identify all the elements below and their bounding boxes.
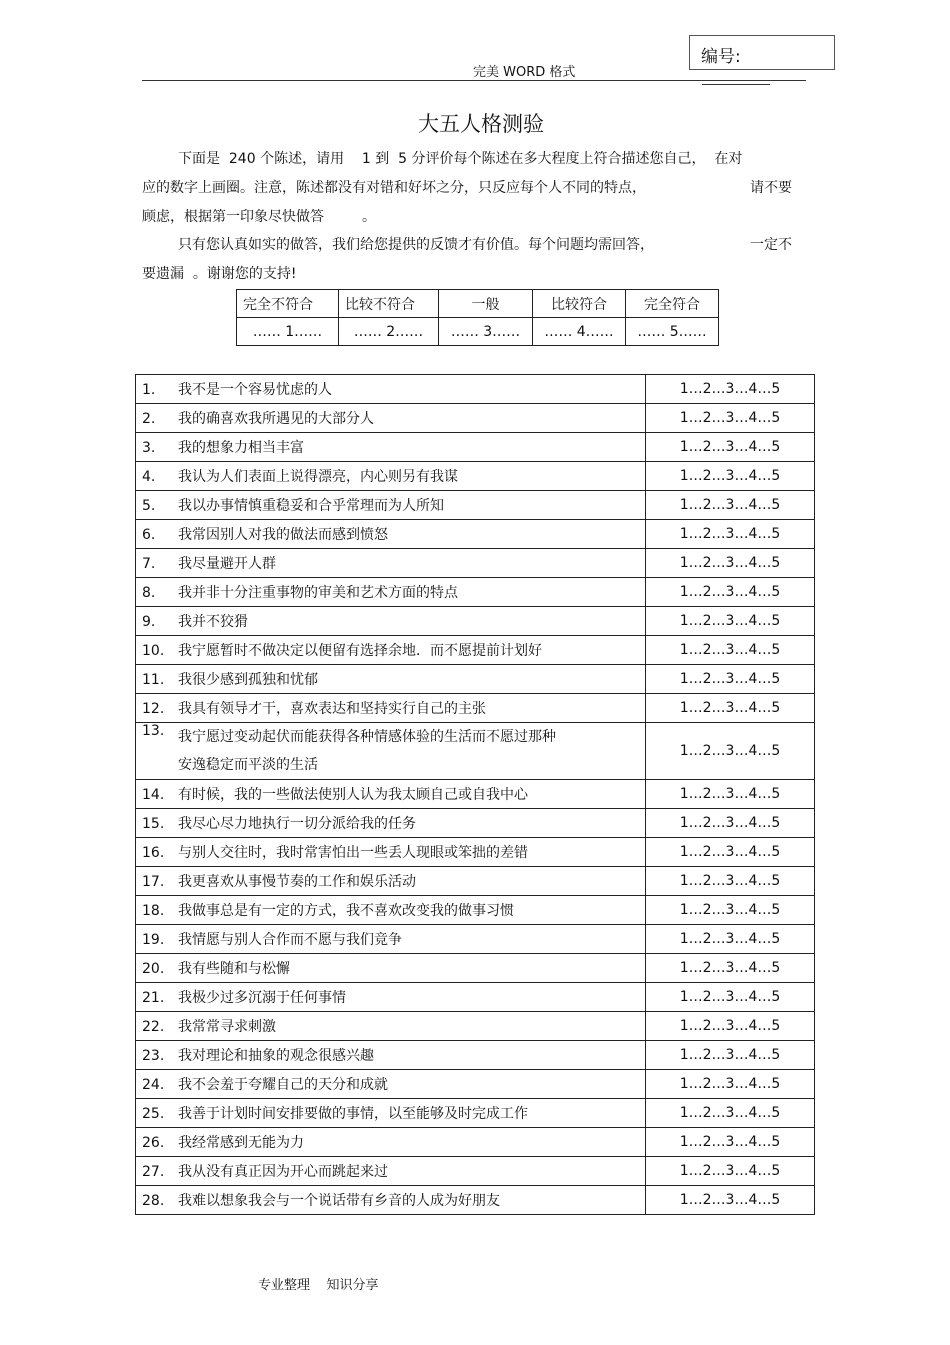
intro-line-4-tail: 一定不 [750,237,792,253]
question-number: 17. [142,874,165,890]
rating-options[interactable]: 1…2…3…4…5 [646,636,815,665]
rating-options[interactable]: 1…2…3…4…5 [646,1157,815,1186]
rating-options[interactable]: 1…2…3…4…5 [646,491,815,520]
question-row [136,433,815,462]
question-row [136,954,815,983]
question-text: 我并不狡猾 [178,614,248,630]
question-row [136,1099,815,1128]
number-label: 编号: [701,47,741,67]
question-text: 我宁愿暂时不做决定以便留有选择余地．而不愿提前计划好 [178,643,542,659]
question-row [136,491,815,520]
question-text: 我不会羞于夸耀自己的天分和成就 [178,1077,388,1093]
question-number: 12. [142,701,165,717]
question-text: 我具有领导才干，喜欢表达和坚持实行自己的主张 [178,701,486,717]
question-number: 4. [142,469,156,485]
rating-options[interactable]: 1…2…3…4…5 [646,1041,815,1070]
question-text: 我很少感到孤独和忧郁 [178,672,318,688]
question-text: 我做事总是有一定的方式，我不喜欢改变我的做事习惯 [178,903,514,919]
question-text: 我难以想象我会与一个说话带有乡音的人成为好朋友 [178,1193,500,1209]
question-row [136,780,815,809]
question-text: 我情愿与别人合作而不愿与我们竞争 [178,932,402,948]
question-row [136,694,815,723]
question-text: 有时候，我的一些做法使别人认为我太顾自己或自我中心 [178,787,528,803]
question-number: 5. [142,498,156,514]
question-number: 2. [142,411,156,427]
question-number: 14. [142,787,165,803]
question-text: 我尽心尽力地执行一切分派给我的任务 [178,816,416,832]
question-number: 16. [142,845,165,861]
question-number: 7. [142,556,156,572]
scale-label: 完全不符合 [237,290,339,318]
question-text: 我有些随和与松懈 [178,961,290,977]
intro-line-5: 要遗漏 。谢谢您的支持! [142,266,297,282]
rating-options[interactable]: 1…2…3…4…5 [646,809,815,838]
questionnaire-table [135,374,815,1215]
intro-line-2: 应的数字上画圈。注意，陈述都没有对错和好坏之分，只反应每个人不同的特点， [142,180,646,196]
question-row [136,1070,815,1099]
rating-options[interactable]: 1…2…3…4…5 [646,1012,815,1041]
question-text: 我的确喜欢我所遇见的大部分人 [178,411,374,427]
rating-options[interactable]: 1…2…3…4…5 [646,665,815,694]
question-text: 我常常寻求刺激 [178,1019,276,1035]
question-text: 我宁愿过变动起伏而能获得各种情感体验的生活而不愿过那种 [178,729,556,745]
question-row [136,1041,815,1070]
question-text: 我认为人们表面上说得漂亮，内心则另有我谋 [178,469,458,485]
question-row [136,404,815,433]
rating-scale-labels [237,290,719,318]
rating-options[interactable]: 1…2…3…4…5 [646,983,815,1012]
question-number: 9. [142,614,156,630]
number-box[interactable] [689,35,835,70]
rating-options[interactable]: 1…2…3…4…5 [646,838,815,867]
intro-line-1: 下面是 240 个陈述，请用 1 到 5 分评价每个陈述在多大程度上符合描述您自己， 在对 [178,151,743,167]
question-text: 我的想象力相当丰富 [178,440,304,456]
question-number: 20. [142,961,165,977]
rating-scale-table [236,289,719,346]
rating-options[interactable]: 1…2…3…4…5 [646,896,815,925]
rating-options[interactable]: 1…2…3…4…5 [646,549,815,578]
question-row [136,1186,815,1215]
question-number: 10. [142,643,165,659]
rating-options[interactable]: 1…2…3…4…5 [646,433,815,462]
question-number: 22. [142,1019,165,1035]
question-row [136,462,815,491]
rating-options[interactable]: 1…2…3…4…5 [646,694,815,723]
question-row [136,838,815,867]
question-row [136,520,815,549]
question-number: 27. [142,1164,165,1180]
question-row [136,578,815,607]
page-footer: 专业整理 知识分享 [258,1278,379,1293]
scale-value: …… 3…… [439,318,533,346]
rating-scale-values [237,318,719,346]
scale-label: 比较符合 [533,290,626,318]
question-text: 与别人交往时，我时常害怕出一些丢人现眼或笨拙的差错 [178,845,528,861]
question-number: 13. [142,723,165,739]
rating-options[interactable]: 1…2…3…4…5 [646,954,815,983]
rating-options[interactable]: 1…2…3…4…5 [646,1128,815,1157]
scale-label: 完全符合 [626,290,719,318]
page-header-text: 完美 WORD 格式 [473,65,576,80]
question-row [136,1012,815,1041]
question-number: 25. [142,1106,165,1122]
question-row [136,867,815,896]
question-text: 我善于计划时间安排要做的事情，以至能够及时完成工作 [178,1106,528,1122]
question-text: 我不是一个容易忧虑的人 [178,382,332,398]
number-underline [702,84,770,85]
question-text: 我常因别人对我的做法而感到愤怒 [178,527,388,543]
question-number: 26. [142,1135,165,1151]
question-text: 我并非十分注重事物的审美和艺术方面的特点 [178,585,458,601]
question-text: 我从没有真正因为开心而跳起来过 [178,1164,388,1180]
rating-options[interactable]: 1…2…3…4…5 [646,375,815,404]
question-number: 6. [142,527,156,543]
scale-value: …… 5…… [626,318,719,346]
question-row [136,1128,815,1157]
rating-options[interactable]: 1…2…3…4…5 [646,607,815,636]
question-text: 我极少过多沉溺于任何事情 [178,990,346,1006]
question-text: 我以办事情慎重稳妥和合乎常理而为人所知 [178,498,444,514]
question-number: 1. [142,382,156,398]
question-row [136,1157,815,1186]
question-row [136,665,815,694]
question-number: 8. [142,585,156,601]
question-text: 我经常感到无能为力 [178,1135,304,1151]
question-number: 28. [142,1193,165,1209]
question-number: 15. [142,816,165,832]
intro-line-2-tail: 请不要 [750,180,792,196]
question-row [136,549,815,578]
question-number: 21. [142,990,165,1006]
question-row [136,809,815,838]
question-row [136,375,815,404]
intro-line-4: 只有您认真如实的做答，我们给您提供的反馈才有价值。每个问题均需回答， [178,237,654,253]
question-number: 19. [142,932,165,948]
rating-options[interactable]: 1…2…3…4…5 [646,723,815,780]
rating-options[interactable]: 1…2…3…4…5 [646,462,815,491]
question-text: 我对理论和抽象的观念很感兴趣 [178,1048,374,1064]
question-number: 3. [142,440,156,456]
question-text: 我尽量避开人群 [178,556,276,572]
intro-line-3-tail: 。 [362,209,376,225]
question-number: 23. [142,1048,165,1064]
rating-options[interactable]: 1…2…3…4…5 [646,780,815,809]
scale-value: …… 4…… [533,318,626,346]
page-title: 大五人格测验 [418,112,544,136]
rating-options[interactable]: 1…2…3…4…5 [646,404,815,433]
question-row [136,636,815,665]
rating-options[interactable]: 1…2…3…4…5 [646,578,815,607]
question-text: 我更喜欢从事慢节奏的工作和娱乐活动 [178,874,416,890]
question-number: 18. [142,903,165,919]
question-row [136,896,815,925]
question-number: 24. [142,1077,165,1093]
intro-line-3: 顾虑，根据第一印象尽快做答 [142,209,324,225]
question-row [136,983,815,1012]
question-text-continued: 安逸稳定而平淡的生活 [178,757,318,773]
scale-label: 比较不符合 [339,290,439,318]
question-row [136,723,815,780]
header-rule [142,80,806,81]
scale-value: …… 2…… [339,318,439,346]
rating-options[interactable]: 1…2…3…4…5 [646,520,815,549]
rating-options[interactable]: 1…2…3…4…5 [646,867,815,896]
question-row [136,607,815,636]
rating-options[interactable]: 1…2…3…4…5 [646,925,815,954]
scale-label: 一般 [439,290,533,318]
rating-options[interactable]: 1…2…3…4…5 [646,1186,815,1215]
question-row [136,925,815,954]
scale-value: …… 1…… [237,318,339,346]
question-number: 11. [142,672,165,688]
rating-options[interactable]: 1…2…3…4…5 [646,1099,815,1128]
rating-options[interactable]: 1…2…3…4…5 [646,1070,815,1099]
